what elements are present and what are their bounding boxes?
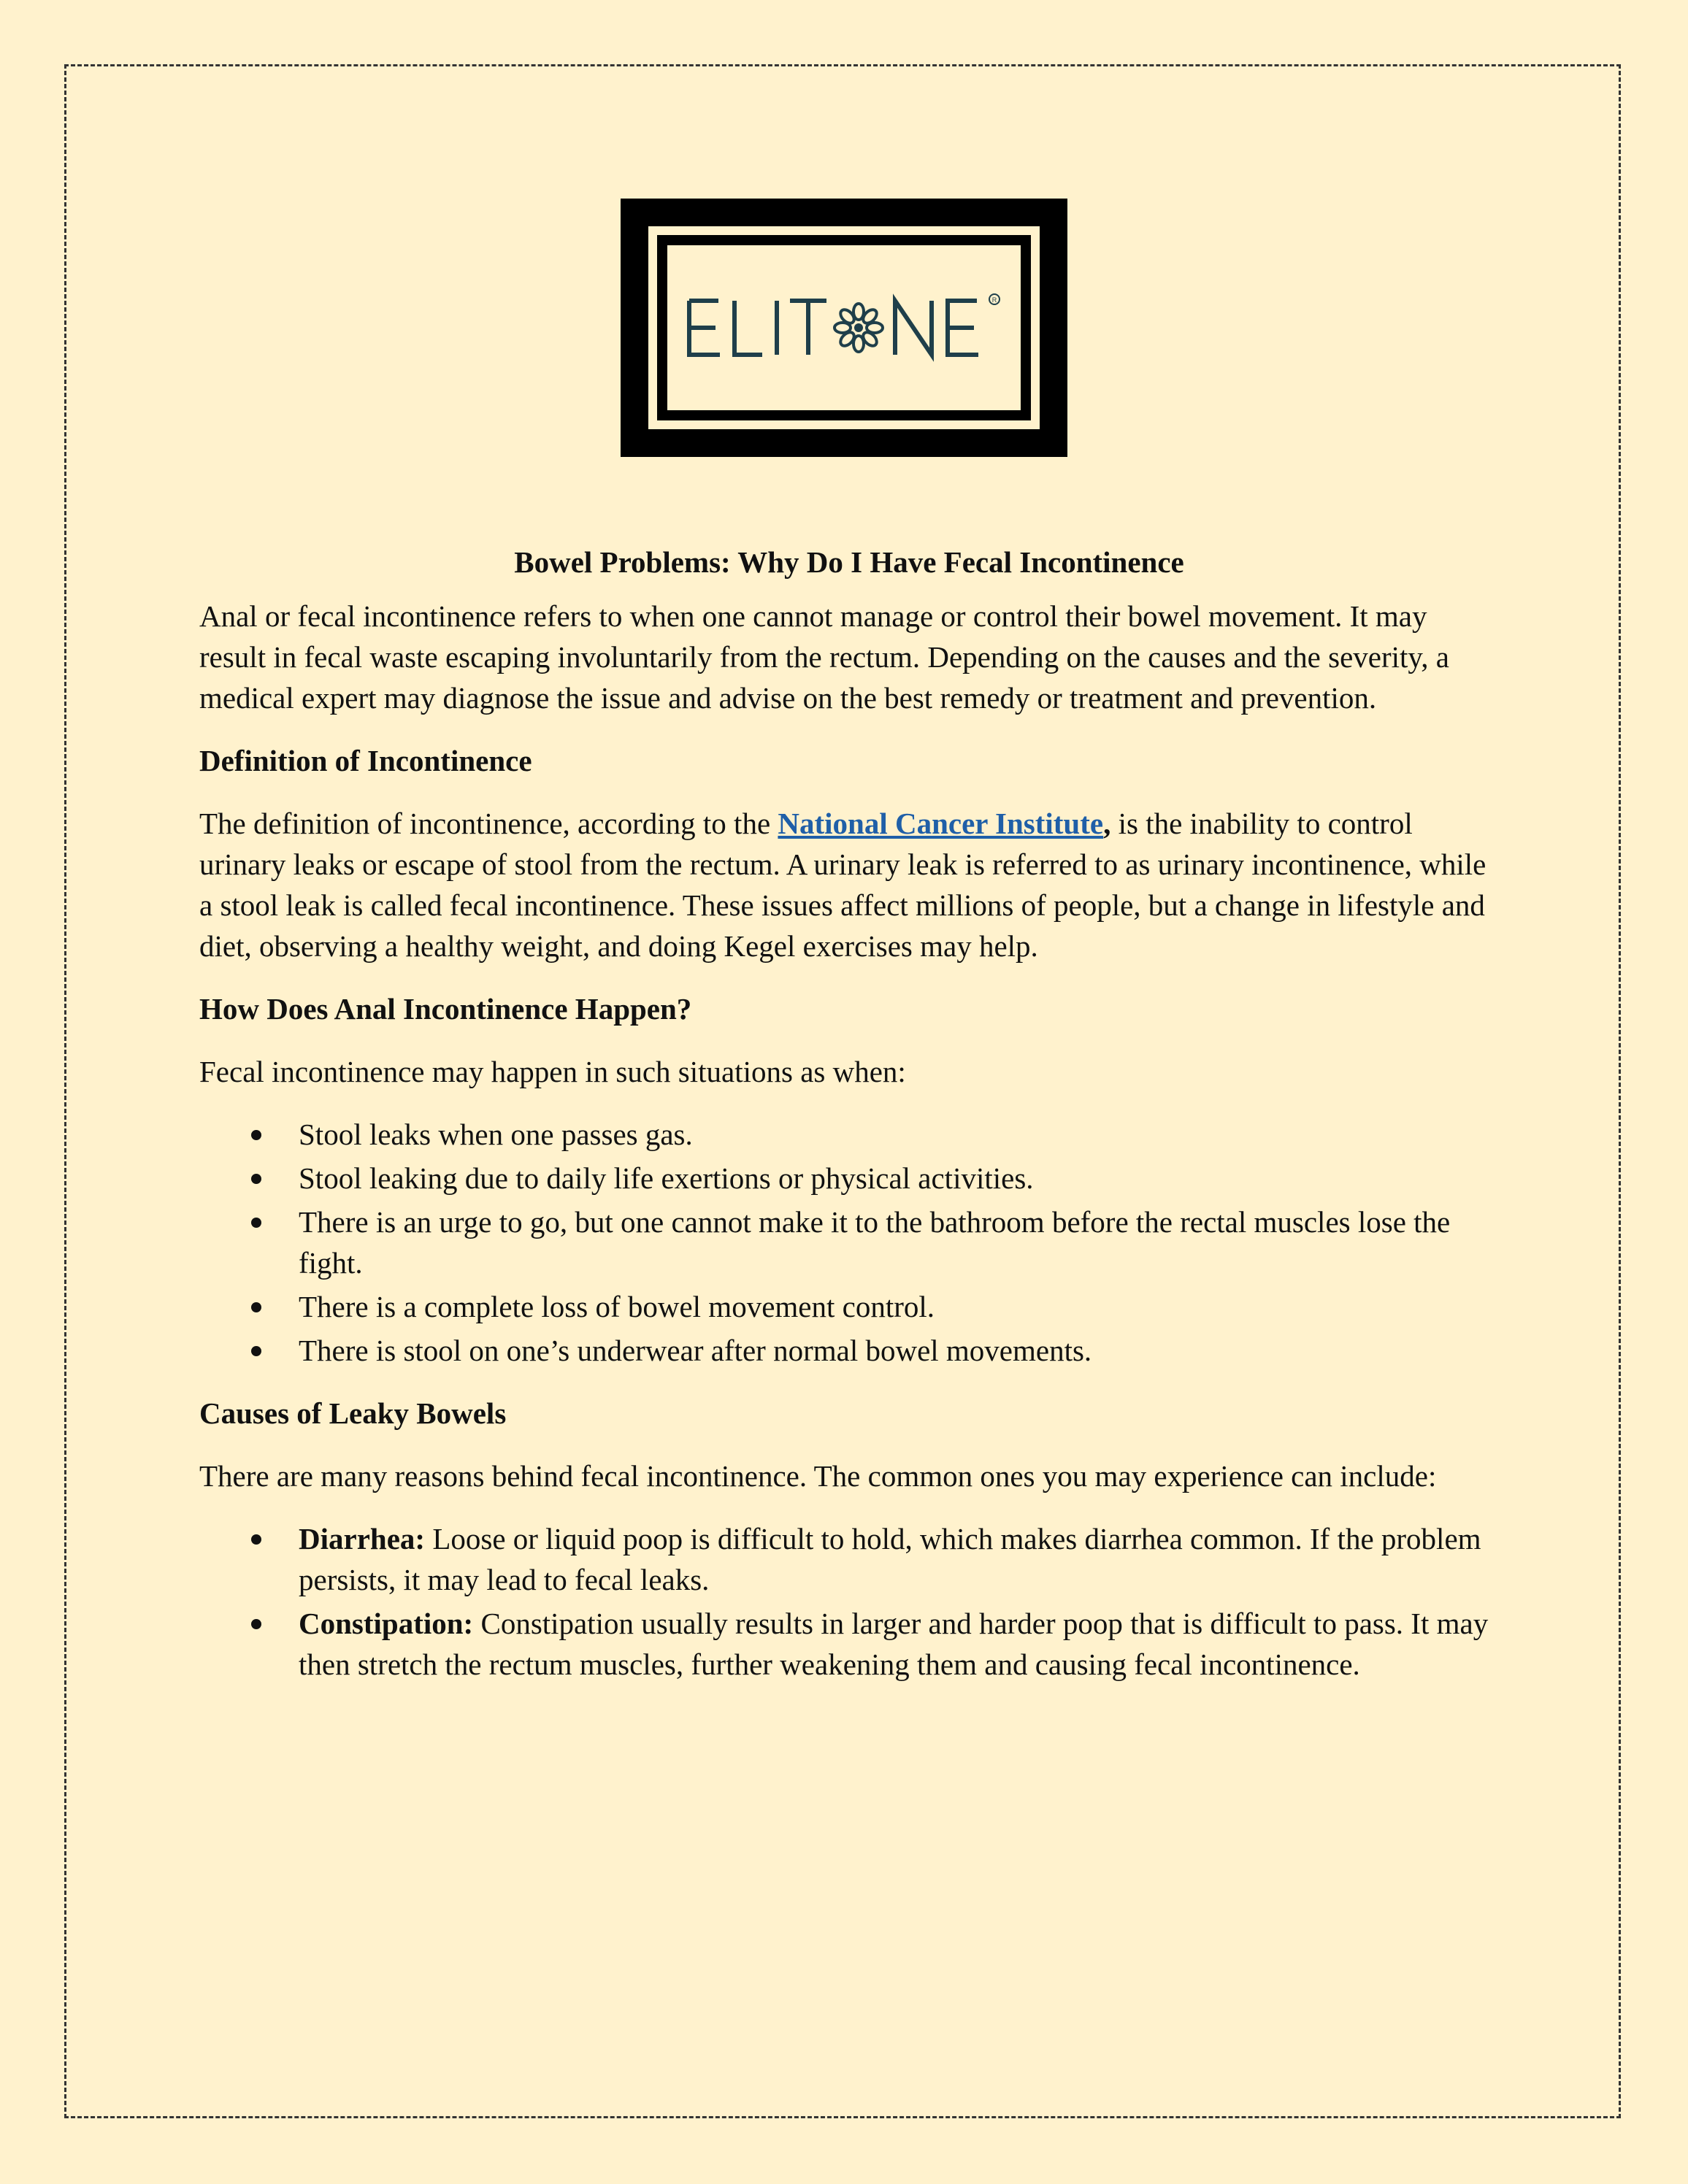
national-cancer-institute-link[interactable]: National Cancer Institute: [778, 807, 1104, 840]
definition-link-suffix: ,: [1103, 807, 1111, 840]
document-body: [199, 542, 1499, 1707]
definition-text-before: The definition of incontinence, according to the: [199, 807, 778, 840]
definition-heading: Definition of Incontinence: [199, 744, 532, 777]
cause-text: Loose or liquid poop is difficult to hold, which makes diarrhea common. If the problem persists, it may lead to fecal leaks.: [299, 1522, 1481, 1596]
list-item: Stool leaking due to daily life exertions or physical activities.: [299, 1158, 1499, 1199]
list-item: [299, 1603, 1499, 1685]
list-item: There is a complete loss of bowel movement control.: [299, 1286, 1499, 1327]
definition-paragraph: [199, 803, 1499, 966]
causes-heading: Causes of Leaky Bowels: [199, 1396, 507, 1430]
list-item: There is an urge to go, but one cannot make it to the bathroom before the rectal muscles lose the fight.: [299, 1201, 1499, 1283]
cause-term: Constipation:: [299, 1607, 474, 1640]
cause-text: Constipation usually results in larger and harder poop that is difficult to pass. It may then stretch the rectum muscles, further weakening them and causing fecal incontinence.: [299, 1607, 1489, 1681]
document-title: Bowel Problems: Why Do I Have Fecal Incontinence: [514, 545, 1184, 579]
cause-term: Diarrhea:: [299, 1522, 426, 1556]
definition-text-after: is the inability to control urinary leaks or escape of stool from the rectum. A urinary leak is referred to as urinary incontinence, while a stool leak is called fecal incontinence. These issues affect millions of people, but a change in lifestyle and diet, observing a healthy weight, and doing Kegel exercises may help.: [199, 807, 1486, 963]
how-list: [199, 1114, 1499, 1371]
list-item: Stool leaks when one passes gas.: [299, 1114, 1499, 1155]
intro-paragraph: Anal or fecal incontinence refers to when one cannot manage or control their bowel movement. It may result in fecal waste escaping involuntarily from the rectum. Depending on the causes and the severity, a medical expert may diagnose the issue and advise on the best remedy or treatment and prevention.: [199, 599, 1449, 715]
causes-intro: There are many reasons behind fecal incontinence. The common ones you may experience can include:: [199, 1459, 1437, 1493]
elitone-logo: [621, 199, 1067, 457]
how-heading: How Does Anal Incontinence Happen?: [199, 992, 692, 1026]
svg-text:R: R: [991, 296, 997, 304]
list-item: There is stool on one’s underwear after normal bowel movements.: [299, 1330, 1499, 1371]
causes-list: [199, 1518, 1499, 1685]
how-intro: Fecal incontinence may happen in such situations as when:: [199, 1055, 906, 1088]
list-item: [299, 1518, 1499, 1600]
elitone-logo-image: [683, 288, 1005, 368]
